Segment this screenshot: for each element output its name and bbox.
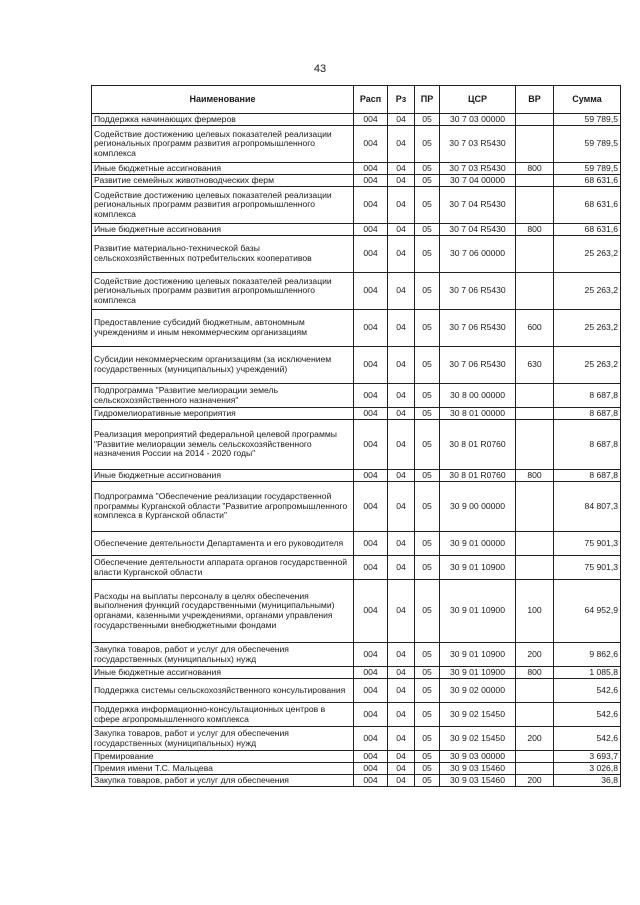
cell-sum: 68 631,6 — [554, 175, 621, 187]
cell-vr: 800 — [516, 163, 554, 175]
cell-sum: 542,6 — [554, 703, 621, 727]
table-row — [92, 236, 621, 273]
cell-rasp: 004 — [354, 187, 388, 224]
cell-name: Закупка товаров, работ и услуг для обеспечения государственных (муниципальных) нужд — [92, 643, 354, 667]
cell-sum: 75 901,3 — [554, 556, 621, 580]
cell-csr: 30 9 02 00000 — [440, 679, 516, 703]
cell-sum: 75 901,3 — [554, 532, 621, 556]
cell-rz: 04 — [388, 236, 415, 273]
cell-sum: 64 952,9 — [554, 580, 621, 643]
table-row — [92, 273, 621, 310]
cell-sum: 59 789,5 — [554, 126, 621, 163]
header-csr: ЦСР — [440, 86, 516, 114]
table-row — [92, 126, 621, 163]
cell-rz: 04 — [388, 556, 415, 580]
table-row — [92, 482, 621, 532]
cell-pr: 05 — [415, 347, 440, 384]
cell-rz: 04 — [388, 175, 415, 187]
cell-rasp: 004 — [354, 703, 388, 727]
cell-rasp: 004 — [354, 763, 388, 775]
cell-rz: 04 — [388, 420, 415, 470]
cell-name: Поддержка системы сельскохозяйственного консультирования — [92, 679, 354, 703]
table-body — [92, 114, 621, 787]
cell-pr: 05 — [415, 763, 440, 775]
cell-rz: 04 — [388, 751, 415, 763]
cell-pr: 05 — [415, 580, 440, 643]
header-sum: Сумма — [554, 86, 621, 114]
cell-rz: 04 — [388, 408, 415, 420]
cell-vr: 800 — [516, 470, 554, 482]
table-row — [92, 175, 621, 187]
cell-rasp: 004 — [354, 126, 388, 163]
cell-vr — [516, 703, 554, 727]
cell-rasp: 004 — [354, 347, 388, 384]
cell-rasp: 004 — [354, 114, 388, 126]
cell-rasp: 004 — [354, 420, 388, 470]
cell-name: Иные бюджетные ассигнования — [92, 667, 354, 679]
cell-vr — [516, 384, 554, 408]
cell-rz: 04 — [388, 532, 415, 556]
table-row — [92, 727, 621, 751]
table-row — [92, 679, 621, 703]
cell-vr — [516, 420, 554, 470]
cell-sum: 84 807,3 — [554, 482, 621, 532]
table-row — [92, 751, 621, 763]
cell-pr: 05 — [415, 126, 440, 163]
cell-rz: 04 — [388, 224, 415, 236]
cell-rz: 04 — [388, 727, 415, 751]
table-row — [92, 224, 621, 236]
table-header-row — [92, 86, 621, 114]
table-row — [92, 347, 621, 384]
cell-sum: 25 263,2 — [554, 347, 621, 384]
cell-pr: 05 — [415, 775, 440, 787]
cell-rasp: 004 — [354, 224, 388, 236]
cell-rz: 04 — [388, 679, 415, 703]
table-row — [92, 763, 621, 775]
cell-sum: 68 631,6 — [554, 224, 621, 236]
cell-csr: 30 8 00 00000 — [440, 384, 516, 408]
cell-pr: 05 — [415, 643, 440, 667]
cell-rasp: 004 — [354, 384, 388, 408]
cell-csr: 30 9 02 15450 — [440, 703, 516, 727]
table-row — [92, 163, 621, 175]
cell-vr: 200 — [516, 643, 554, 667]
cell-name: Поддержка начинающих фермеров — [92, 114, 354, 126]
cell-csr: 30 7 06 R5430 — [440, 273, 516, 310]
cell-rasp: 004 — [354, 310, 388, 347]
cell-rz: 04 — [388, 126, 415, 163]
cell-csr: 30 8 01 R0760 — [440, 470, 516, 482]
cell-sum: 68 631,6 — [554, 187, 621, 224]
cell-name: Содействие достижению целевых показателей реализации региональных программ развития агропромышленного комплекса — [92, 273, 354, 310]
cell-rasp: 004 — [354, 667, 388, 679]
page-number: 43 — [313, 63, 327, 75]
budget-table — [91, 85, 621, 787]
cell-rz: 04 — [388, 163, 415, 175]
cell-csr: 30 8 01 00000 — [440, 408, 516, 420]
table-row — [92, 187, 621, 224]
table-row — [92, 470, 621, 482]
cell-sum: 59 789,5 — [554, 163, 621, 175]
cell-vr — [516, 187, 554, 224]
cell-pr: 05 — [415, 470, 440, 482]
cell-csr: 30 7 06 00000 — [440, 236, 516, 273]
cell-vr: 800 — [516, 667, 554, 679]
cell-rasp: 004 — [354, 175, 388, 187]
cell-rz: 04 — [388, 384, 415, 408]
cell-rz: 04 — [388, 643, 415, 667]
cell-csr: 30 9 03 15460 — [440, 775, 516, 787]
cell-rasp: 004 — [354, 775, 388, 787]
cell-name: Субсидии некоммерческим организациям (за исключением государственных (муниципальных) учреждений) — [92, 347, 354, 384]
cell-name: Расходы на выплаты персоналу в целях обеспечения выполнения функций государственными (муниципальными) органами, казенными учреждениями, органами управления государственными внебюджетными фондами — [92, 580, 354, 643]
cell-csr: 30 9 03 15460 — [440, 763, 516, 775]
table-row — [92, 532, 621, 556]
cell-name: Поддержка информационно-консультационных центров в сфере агропромышленного комплекса — [92, 703, 354, 727]
cell-pr: 05 — [415, 163, 440, 175]
cell-rz: 04 — [388, 310, 415, 347]
cell-name: Закупка товаров, работ и услуг для обеспечения — [92, 775, 354, 787]
cell-pr: 05 — [415, 667, 440, 679]
cell-sum: 8 687,8 — [554, 408, 621, 420]
cell-rz: 04 — [388, 763, 415, 775]
cell-sum: 25 263,2 — [554, 310, 621, 347]
cell-pr: 05 — [415, 310, 440, 347]
cell-vr — [516, 236, 554, 273]
cell-csr: 30 9 01 10900 — [440, 580, 516, 643]
cell-name: Развитие семейных животноводческих ферм — [92, 175, 354, 187]
cell-vr — [516, 482, 554, 532]
cell-pr: 05 — [415, 703, 440, 727]
cell-sum: 8 687,8 — [554, 420, 621, 470]
cell-sum: 36,8 — [554, 775, 621, 787]
header-pr: ПР — [415, 86, 440, 114]
cell-csr: 30 9 03 00000 — [440, 751, 516, 763]
cell-vr: 630 — [516, 347, 554, 384]
cell-vr — [516, 126, 554, 163]
cell-name: Иные бюджетные ассигнования — [92, 470, 354, 482]
cell-name: Подпрограмма "Развитие мелиорации земель сельскохозяйственного назначения" — [92, 384, 354, 408]
cell-rz: 04 — [388, 114, 415, 126]
table-row — [92, 384, 621, 408]
cell-vr: 100 — [516, 580, 554, 643]
cell-rz: 04 — [388, 470, 415, 482]
cell-pr: 05 — [415, 727, 440, 751]
cell-vr — [516, 532, 554, 556]
table-row — [92, 310, 621, 347]
cell-sum: 542,6 — [554, 727, 621, 751]
cell-csr: 30 9 00 00000 — [440, 482, 516, 532]
cell-pr: 05 — [415, 224, 440, 236]
cell-pr: 05 — [415, 236, 440, 273]
cell-name: Премирование — [92, 751, 354, 763]
cell-pr: 05 — [415, 679, 440, 703]
cell-rz: 04 — [388, 187, 415, 224]
cell-sum: 8 687,8 — [554, 384, 621, 408]
cell-csr: 30 9 01 10900 — [440, 667, 516, 679]
cell-rasp: 004 — [354, 163, 388, 175]
cell-pr: 05 — [415, 408, 440, 420]
table-row — [92, 775, 621, 787]
cell-name: Иные бюджетные ассигнования — [92, 224, 354, 236]
cell-rasp: 004 — [354, 408, 388, 420]
cell-rasp: 004 — [354, 273, 388, 310]
table-row — [92, 420, 621, 470]
cell-rz: 04 — [388, 667, 415, 679]
cell-pr: 05 — [415, 175, 440, 187]
cell-csr: 30 7 03 R5430 — [440, 126, 516, 163]
cell-sum: 3 026,8 — [554, 763, 621, 775]
cell-csr: 30 9 01 10900 — [440, 556, 516, 580]
cell-vr — [516, 273, 554, 310]
cell-vr — [516, 175, 554, 187]
cell-pr: 05 — [415, 273, 440, 310]
cell-rasp: 004 — [354, 751, 388, 763]
table-row — [92, 667, 621, 679]
cell-vr — [516, 679, 554, 703]
table-row — [92, 114, 621, 126]
header-rasp: Расп — [354, 86, 388, 114]
table-row — [92, 408, 621, 420]
table-row — [92, 703, 621, 727]
cell-vr: 600 — [516, 310, 554, 347]
cell-sum: 25 263,2 — [554, 236, 621, 273]
header-vr: ВР — [516, 86, 554, 114]
cell-sum: 59 789,5 — [554, 114, 621, 126]
cell-name: Иные бюджетные ассигнования — [92, 163, 354, 175]
cell-name: Содействие достижению целевых показателей реализации региональных программ развития агропромышленного комплекса — [92, 126, 354, 163]
cell-vr — [516, 408, 554, 420]
cell-rasp: 004 — [354, 482, 388, 532]
cell-csr: 30 9 01 10900 — [440, 643, 516, 667]
cell-rasp: 004 — [354, 643, 388, 667]
cell-vr: 200 — [516, 775, 554, 787]
table-row — [92, 556, 621, 580]
cell-csr: 30 7 04 00000 — [440, 175, 516, 187]
cell-rasp: 004 — [354, 727, 388, 751]
cell-csr: 30 7 06 R5430 — [440, 310, 516, 347]
cell-name: Реализация мероприятий федеральной целевой программы "Развитие мелиорации земель сельскохозяйственного назначения России на 2014 - 2020 годы" — [92, 420, 354, 470]
cell-vr — [516, 114, 554, 126]
cell-csr: 30 7 04 R5430 — [440, 187, 516, 224]
cell-rasp: 004 — [354, 532, 388, 556]
cell-rz: 04 — [388, 775, 415, 787]
cell-vr — [516, 763, 554, 775]
cell-rasp: 004 — [354, 679, 388, 703]
header-rz: Рз — [388, 86, 415, 114]
cell-csr: 30 8 01 R0760 — [440, 420, 516, 470]
cell-rz: 04 — [388, 347, 415, 384]
table-row — [92, 643, 621, 667]
cell-sum: 9 862,6 — [554, 643, 621, 667]
cell-rasp: 004 — [354, 470, 388, 482]
table-row — [92, 580, 621, 643]
cell-name: Обеспечение деятельности аппарата органов государственной власти Курганской области — [92, 556, 354, 580]
cell-pr: 05 — [415, 187, 440, 224]
cell-pr: 05 — [415, 420, 440, 470]
cell-name: Обеспечение деятельности Департамента и его руководителя — [92, 532, 354, 556]
cell-sum: 542,6 — [554, 679, 621, 703]
cell-sum: 1 085,8 — [554, 667, 621, 679]
cell-vr — [516, 751, 554, 763]
header-name: Наименование — [92, 86, 354, 114]
cell-csr: 30 7 04 R5430 — [440, 224, 516, 236]
cell-rz: 04 — [388, 482, 415, 532]
cell-sum: 3 693,7 — [554, 751, 621, 763]
cell-name: Содействие достижению целевых показателей реализации региональных программ развития агропромышленного комплекса — [92, 187, 354, 224]
cell-name: Подпрограмма "Обеспечение реализации государственной программы Курганской области "Развитие агропромышленного комплекса в Курганской области" — [92, 482, 354, 532]
cell-pr: 05 — [415, 532, 440, 556]
cell-vr: 800 — [516, 224, 554, 236]
cell-csr: 30 7 03 00000 — [440, 114, 516, 126]
cell-rasp: 004 — [354, 236, 388, 273]
cell-vr: 200 — [516, 727, 554, 751]
cell-name: Закупка товаров, работ и услуг для обеспечения государственных (муниципальных) нужд — [92, 727, 354, 751]
cell-pr: 05 — [415, 556, 440, 580]
cell-pr: 05 — [415, 384, 440, 408]
cell-vr — [516, 556, 554, 580]
cell-name: Гидромелиоративные мероприятия — [92, 408, 354, 420]
cell-csr: 30 7 03 R5430 — [440, 163, 516, 175]
cell-pr: 05 — [415, 751, 440, 763]
cell-csr: 30 9 01 00000 — [440, 532, 516, 556]
cell-rasp: 004 — [354, 556, 388, 580]
cell-csr: 30 7 06 R5430 — [440, 347, 516, 384]
cell-csr: 30 9 02 15450 — [440, 727, 516, 751]
cell-name: Премия имени Т.С. Мальцева — [92, 763, 354, 775]
cell-rz: 04 — [388, 580, 415, 643]
cell-name: Предоставление субсидий бюджетным, автономным учреждениям и иным некоммерческим организациям — [92, 310, 354, 347]
cell-pr: 05 — [415, 114, 440, 126]
cell-sum: 8 687,8 — [554, 470, 621, 482]
cell-rasp: 004 — [354, 580, 388, 643]
cell-rz: 04 — [388, 703, 415, 727]
cell-name: Развитие материально-технической базы сельскохозяйственных потребительских кооперативов — [92, 236, 354, 273]
cell-sum: 25 263,2 — [554, 273, 621, 310]
cell-rz: 04 — [388, 273, 415, 310]
cell-pr: 05 — [415, 482, 440, 532]
